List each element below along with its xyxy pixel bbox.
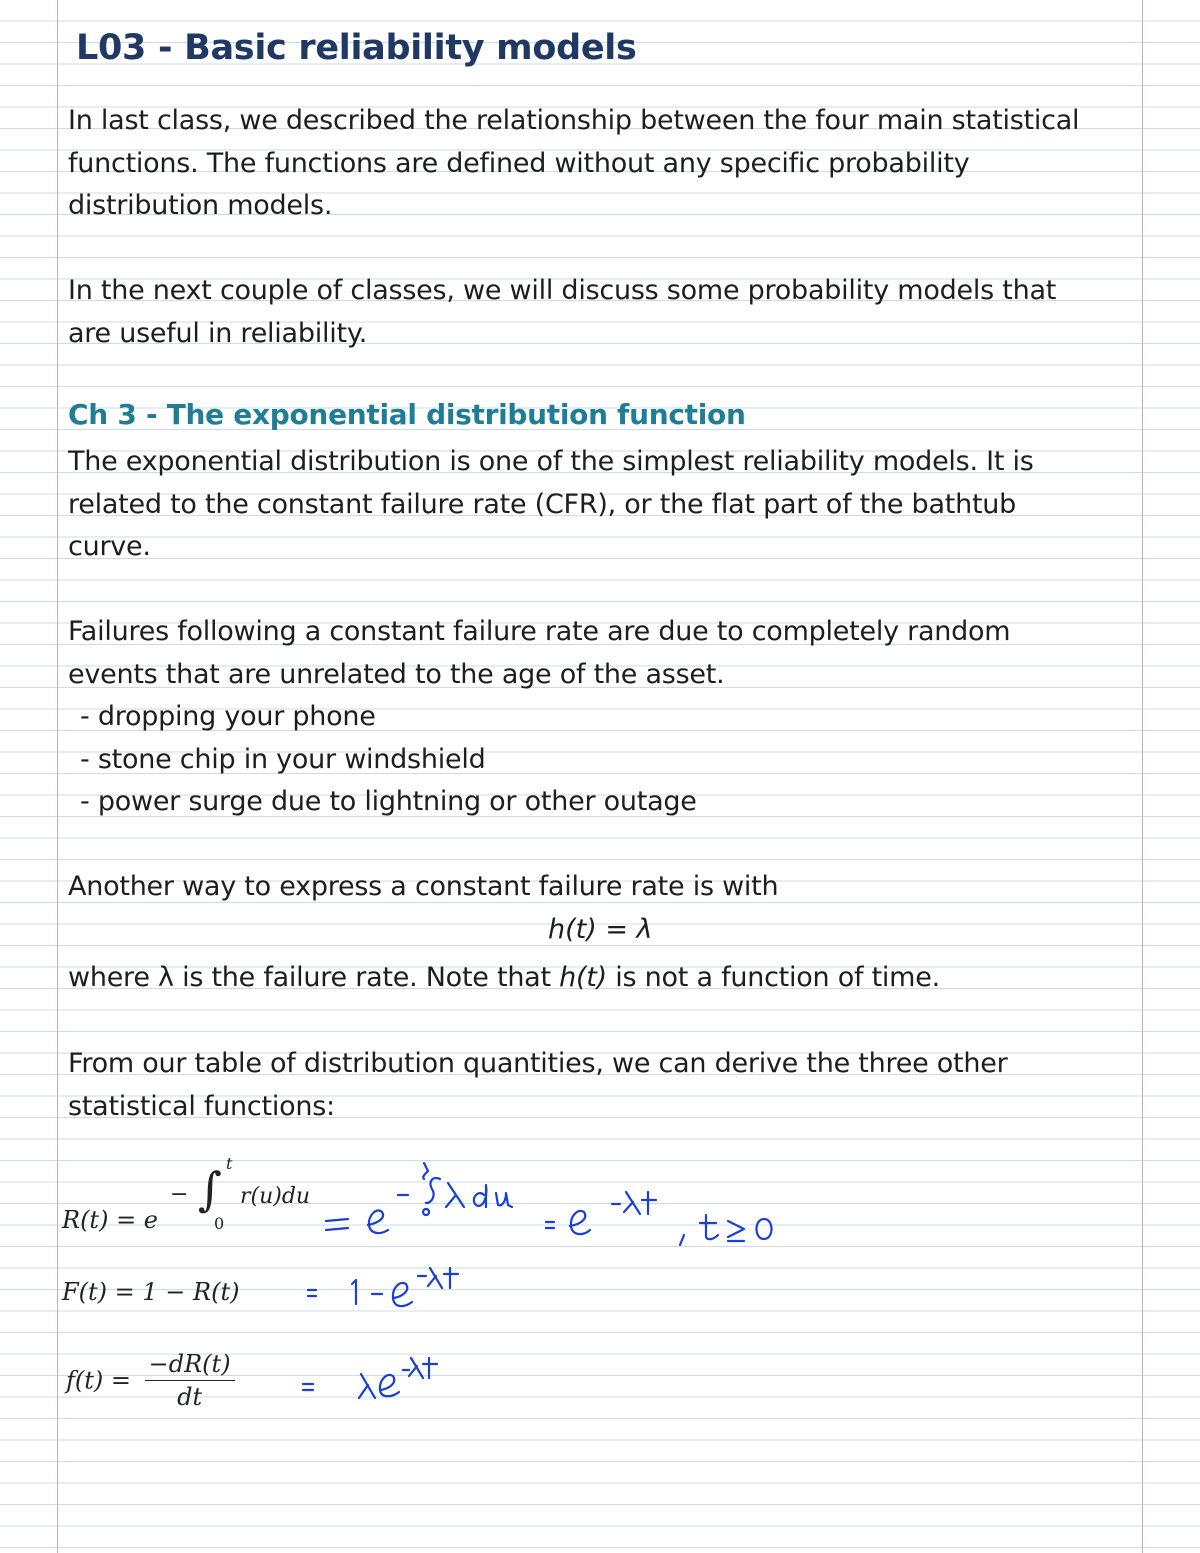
- integral-sign: ∫: [198, 1162, 222, 1216]
- text-line: In last class, we described the relationship between the four main statistical: [68, 105, 1080, 136]
- intro-paragraph-2: [68, 270, 1056, 355]
- text-line: curve.: [68, 531, 151, 562]
- section-heading: Ch 3 - The exponential distribution function: [68, 398, 746, 431]
- text-line: From our table of distribution quantities, we can derive the three other: [68, 1048, 1008, 1079]
- left-margin-line: [57, 0, 58, 1553]
- pdf-formula: [66, 1350, 235, 1411]
- exponent-sign: −: [170, 1182, 189, 1207]
- handwritten-time-condition: [676, 1205, 796, 1255]
- handwritten-cdf-result: [300, 1262, 470, 1322]
- text-line: events that are unrelated to the age of the asset.: [68, 658, 725, 690]
- text-line: Failures following a constant failure rate are due to completely random: [68, 616, 1011, 647]
- handwritten-pdf-result: [295, 1352, 455, 1412]
- fraction-numerator: −dR(t): [145, 1350, 235, 1381]
- text-line: statistical functions:: [68, 1090, 335, 1122]
- text-line: In the next couple of classes, we will discuss some probability models that: [68, 275, 1057, 306]
- handwritten-reliability-result: [540, 1190, 680, 1250]
- pdf-fraction: [145, 1350, 235, 1411]
- text-line: distribution models.: [68, 190, 333, 221]
- text-segment: where λ is the failure rate. Note that: [68, 962, 560, 993]
- integrand: r(u)du: [240, 1184, 311, 1209]
- bullet-item: - dropping your phone: [80, 701, 376, 732]
- bullet-item: - stone chip in your windshield: [80, 743, 486, 775]
- text-segment: is not a function of time.: [606, 962, 940, 993]
- text-line: are useful in reliability.: [68, 317, 368, 349]
- cdf-formula: F(t) = 1 − R(t): [62, 1278, 240, 1306]
- intro-paragraph-1: [68, 100, 1079, 228]
- reliability-lhs: R(t) = e: [62, 1206, 159, 1234]
- text-line: related to the constant failure rate (CFR), or the flat part of the bathtub: [68, 488, 1017, 520]
- fraction-denominator: dt: [177, 1383, 203, 1411]
- pdf-lhs: f(t) =: [66, 1366, 131, 1395]
- text-line: functions. The functions are defined without any specific probability: [68, 147, 970, 179]
- integral-lower-limit: 0: [214, 1214, 225, 1233]
- section-paragraph-1: [68, 441, 1034, 569]
- bullet-item: - power surge due to lightning or other outage: [80, 786, 697, 817]
- hazard-equation: h(t) = λ: [548, 914, 653, 945]
- integral-upper-limit: t: [226, 1154, 233, 1173]
- text-segment-italic: h(t): [559, 962, 607, 993]
- page-title: L03 - Basic reliability models: [76, 28, 637, 68]
- section-paragraph-5: [68, 1043, 1007, 1128]
- section-paragraph-3: Another way to express a constant failure rate is with: [68, 871, 779, 902]
- section-paragraph-4: [68, 957, 940, 1000]
- reliability-formula: [62, 1150, 362, 1240]
- section-paragraph-2: [68, 611, 1010, 824]
- text-line: The exponential distribution is one of the simplest reliability models. It is: [68, 446, 1034, 477]
- right-margin-line: [1142, 0, 1143, 1553]
